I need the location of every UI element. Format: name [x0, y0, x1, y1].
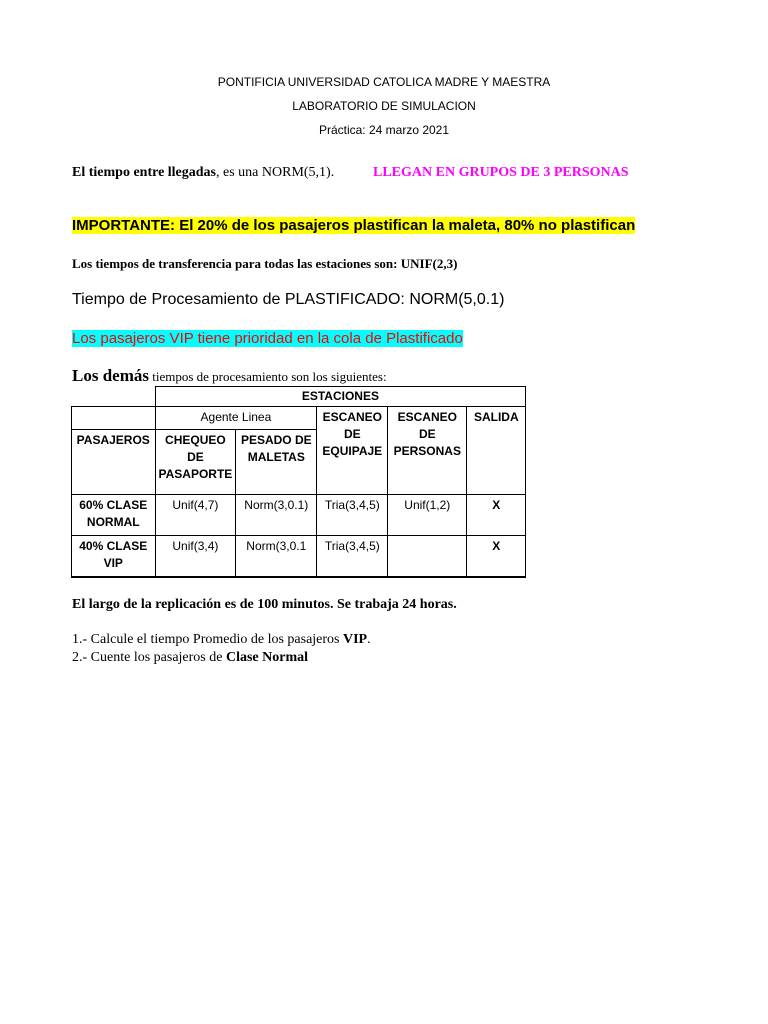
- cell-value: [388, 536, 467, 578]
- arrival-label: El tiempo entre llegadas: [72, 165, 217, 180]
- row-class-normal: 60% CLASE NORMAL: [72, 495, 156, 536]
- agent-line-header: Agente Linea: [155, 407, 317, 430]
- arrival-line: [72, 165, 334, 181]
- lab-title: LABORATORIO DE SIMULACION: [292, 99, 476, 113]
- other-times-lead: Los demás: [72, 366, 149, 385]
- important-text: IMPORTANTE: El 20% de los pasajeros plastifican la maleta, 80% no plastifican: [72, 217, 636, 234]
- processing-times-table: [71, 386, 526, 578]
- question-2: [72, 650, 308, 666]
- plastic-processing-time: Tiempo de Procesamiento de PLASTIFICADO: NORM(5,0.1): [72, 291, 505, 308]
- stations-header: ESTACIONES: [155, 387, 526, 407]
- row-class-vip: 40% CLASE VIP: [72, 536, 156, 578]
- table-corner: [72, 387, 156, 407]
- col-header-luggage-weight: PESADO DE MALETAS: [236, 430, 317, 495]
- question-1-end: .: [367, 632, 371, 647]
- question-1: [72, 632, 371, 648]
- important-notice: [72, 217, 635, 234]
- arrival-distribution: , es una NORM(5,1).: [216, 165, 335, 180]
- university-title: PONTIFICIA UNIVERSIDAD CATOLICA MADRE Y MAESTRA: [217, 75, 551, 89]
- col-header-passport: CHEQUEO DE PASAPORTE: [155, 430, 236, 495]
- practice-date: Práctica: 24 marzo 2021: [318, 123, 450, 137]
- cell-value: Tria(3,4,5): [317, 536, 388, 578]
- groups-notice: LLEGAN EN GRUPOS DE 3 PERSONAS: [373, 165, 629, 180]
- cell-value: X: [467, 495, 526, 536]
- col-header-baggage-scan: ESCANEO DE EQUIPAJE: [317, 407, 388, 495]
- replication-info: El largo de la replicación es de 100 minutos. Se trabaja 24 horas.: [72, 597, 457, 612]
- table-row: [72, 495, 526, 536]
- question-2-bold: Clase Normal: [225, 650, 309, 665]
- transfer-text: Los tiempos de transferencia para todas las estaciones son:: [72, 256, 398, 271]
- other-times-text: tiempos de procesamiento son los siguientes:: [148, 369, 387, 384]
- cell-value: X: [467, 536, 526, 578]
- cell-value: Tria(3,4,5): [317, 495, 388, 536]
- cell-value: Unif(3,4): [155, 536, 236, 578]
- table-row: [72, 536, 526, 578]
- transfer-value: UNIF(2,3): [400, 256, 458, 271]
- col-header-exit: SALIDA: [467, 407, 526, 495]
- question-2-text: 2.- Cuente los pasajeros de: [72, 650, 226, 665]
- question-1-bold: VIP: [343, 632, 368, 647]
- other-times-intro: [72, 366, 387, 386]
- passengers-spacer: [72, 407, 156, 430]
- vip-priority-notice: [72, 330, 463, 347]
- cell-value: Unif(4,7): [155, 495, 236, 536]
- col-header-person-scan: ESCANEO DE PERSONAS: [388, 407, 467, 495]
- question-1-text: 1.- Calcule el tiempo Promedio de los pasajeros: [72, 632, 343, 647]
- transfer-times: [72, 256, 457, 272]
- passengers-header: PASAJEROS: [72, 430, 156, 495]
- vip-priority-text: Los pasajeros VIP tiene prioridad en la cola de Plastificado: [72, 330, 463, 347]
- cell-value: Unif(1,2): [388, 495, 467, 536]
- cell-value: Norm(3,0.1): [236, 495, 317, 536]
- cell-value: Norm(3,0.1: [236, 536, 317, 578]
